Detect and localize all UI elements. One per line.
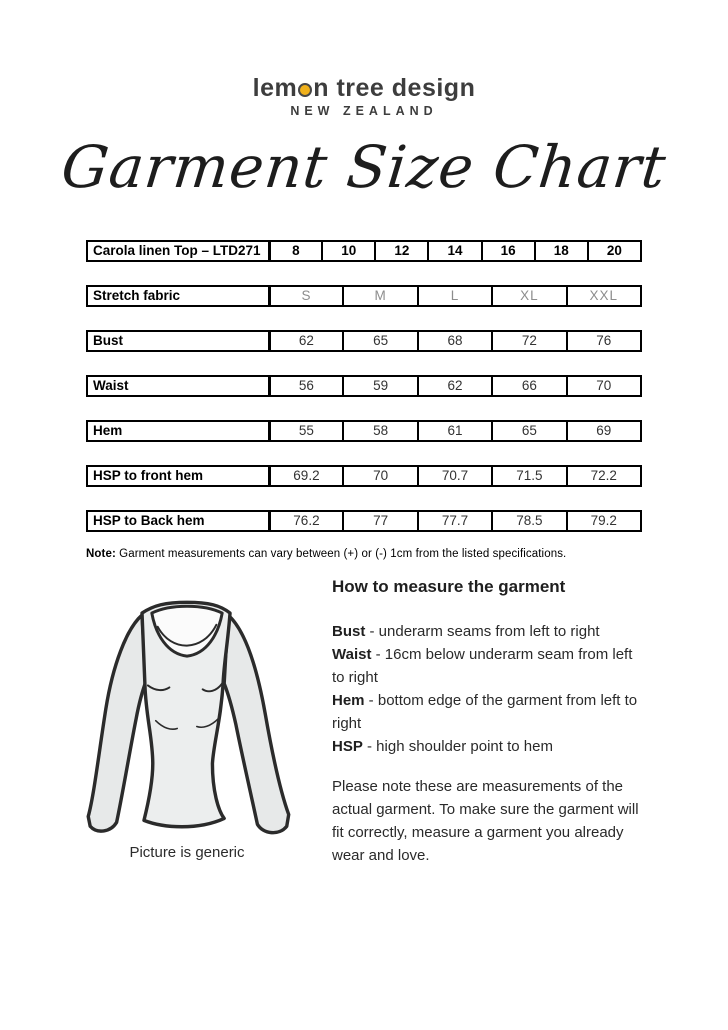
value-cell: 78.5 (492, 511, 566, 531)
guide-heading: How to measure the garment (332, 577, 566, 596)
value-cell: 77 (343, 511, 417, 531)
note-label: Note: (86, 548, 116, 560)
value-cell: 77.7 (418, 511, 492, 531)
table-row (87, 376, 641, 396)
table-row (87, 511, 641, 531)
size-cell: 18 (535, 241, 588, 261)
page-title: Garment Size Chart (58, 133, 670, 201)
table-row (87, 286, 641, 306)
row-label: Hem (87, 421, 269, 441)
size-table-hsp-back (86, 510, 642, 532)
value-cell: 55 (269, 421, 343, 441)
size-cell: 8 (269, 241, 322, 261)
value-cell: 68 (418, 331, 492, 351)
guide-term: HSP (332, 738, 363, 755)
value-cell: 66 (492, 376, 566, 396)
garment-illustration (61, 572, 313, 838)
guide-desc: - underarm seams from left to right (365, 623, 600, 640)
value-cell: XL (492, 286, 566, 306)
size-table-bust (86, 330, 642, 352)
value-cell: 65 (492, 421, 566, 441)
logo-text-end: n tree design (313, 74, 476, 102)
size-table-hem (86, 420, 642, 442)
size-cell: 16 (482, 241, 535, 261)
brand-logo (0, 74, 728, 118)
value-cell: 70 (343, 466, 417, 486)
value-cell: 56 (269, 376, 343, 396)
guide-item-waist (332, 643, 640, 689)
table-row (87, 466, 641, 486)
guide-item-hsp (332, 735, 640, 758)
row-label: Carola linen Top – LTD271 (87, 241, 269, 261)
size-cell: 14 (428, 241, 481, 261)
row-label: Stretch fabric (87, 286, 269, 306)
size-cell: 12 (375, 241, 428, 261)
brand-name (0, 74, 728, 102)
guide-term: Hem (332, 692, 365, 709)
figure-caption: Picture is generic (129, 844, 245, 861)
table-row (87, 241, 641, 261)
value-cell: M (343, 286, 417, 306)
guide-desc: - bottom edge of the garment from left to right (332, 692, 638, 732)
value-cell: 70.7 (418, 466, 492, 486)
value-cell: 65 (343, 331, 417, 351)
measure-guide (332, 577, 640, 867)
size-cell: 20 (588, 241, 641, 261)
guide-term: Bust (332, 623, 366, 640)
row-label: HSP to Back hem (87, 511, 269, 531)
note-text: Garment measurements can vary between (+) or (-) 1cm from the listed specifications. (115, 548, 567, 560)
value-cell: 59 (343, 376, 417, 396)
row-label: Waist (87, 376, 269, 396)
row-label: HSP to front hem (87, 466, 269, 486)
brand-subtitle: NEW ZEALAND (290, 104, 438, 118)
value-cell: 79.2 (567, 511, 641, 531)
size-table-stretch-fabric (86, 285, 642, 307)
value-cell: 72 (492, 331, 566, 351)
value-cell: 76 (567, 331, 641, 351)
value-cell: XXL (567, 286, 641, 306)
garment-figure (58, 572, 316, 861)
guide-item-bust (332, 620, 640, 643)
logo-text-start: lem (252, 74, 298, 102)
table-row (87, 421, 641, 441)
value-cell: 69 (567, 421, 641, 441)
size-table-hsp-front (86, 465, 642, 487)
size-chart (86, 240, 642, 555)
guide-desc: - high shoulder point to hem (362, 738, 553, 755)
value-cell: S (269, 286, 343, 306)
value-cell: L (418, 286, 492, 306)
value-cell: 61 (418, 421, 492, 441)
row-label: Bust (87, 331, 269, 351)
value-cell: 62 (418, 376, 492, 396)
guide-desc: - 16cm below underarm seam from left to right (332, 646, 633, 686)
size-table-product-row (86, 240, 642, 262)
size-cell: 10 (322, 241, 375, 261)
value-cell: 72.2 (567, 466, 641, 486)
value-cell: 62 (269, 331, 343, 351)
measurement-note (86, 548, 566, 560)
guide-item-hem (332, 689, 640, 735)
value-cell: 76.2 (269, 511, 343, 531)
guide-paragraph: Please note these are measurements of the actual garment. To make sure the garment will fit correctly, measure a garment you already wear and love. (332, 778, 639, 864)
size-table-waist (86, 375, 642, 397)
value-cell: 70 (567, 376, 641, 396)
value-cell: 71.5 (492, 466, 566, 486)
guide-term: Waist (332, 646, 372, 663)
table-row (87, 331, 641, 351)
lemon-dot-icon (298, 83, 312, 97)
value-cell: 58 (343, 421, 417, 441)
value-cell: 69.2 (269, 466, 343, 486)
